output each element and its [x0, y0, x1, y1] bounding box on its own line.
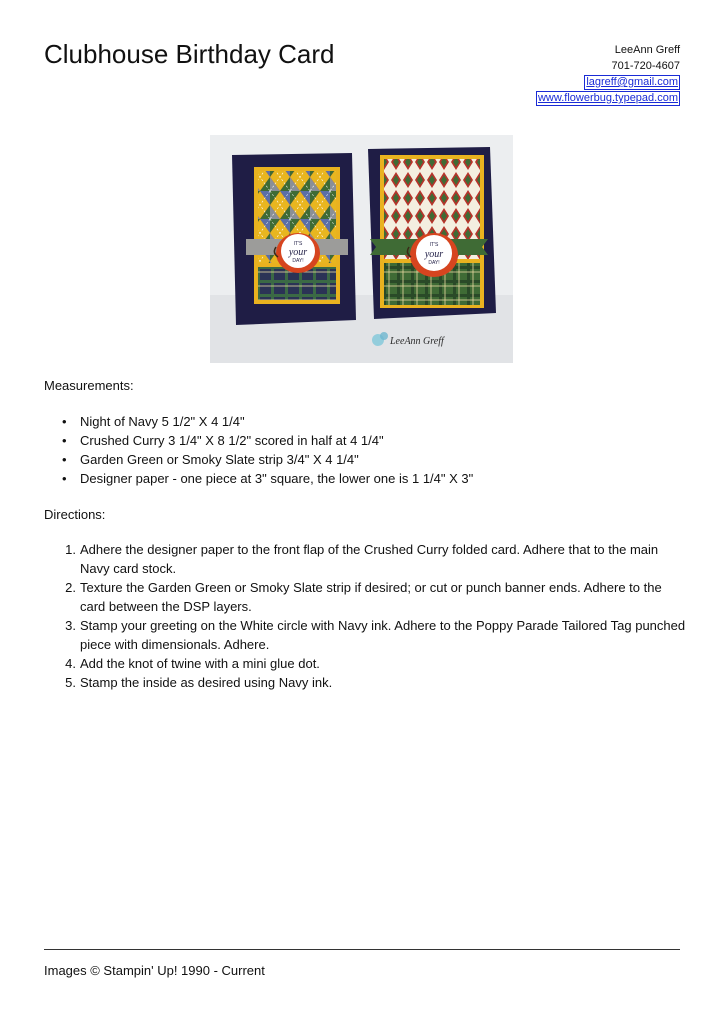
website-link[interactable]: www.flowerbug.typepad.com [537, 92, 678, 104]
card-photo [210, 135, 513, 363]
right-stamp-line2: your [424, 249, 444, 260]
list-item [44, 578, 689, 616]
list-item [44, 654, 689, 673]
footer-copyright: Images © Stampin' Up! 1990 - Current [44, 963, 265, 978]
list-item: • Garden Green or Smoky Slate strip 3/4" X 4 1/4" [44, 450, 473, 469]
directions-list [44, 540, 689, 692]
measurements-list [44, 412, 473, 488]
step-number: 3. [65, 618, 76, 633]
right-stamp-line1: IT'S [429, 242, 439, 248]
step-number: 4. [65, 656, 76, 671]
step-text: Add the knot of twine with a mini glue dot. [80, 656, 320, 671]
email-link[interactable]: lagreff@gmail.com [586, 76, 678, 88]
left-stamp-line2: your [288, 247, 308, 258]
measurements-heading: Measurements: [44, 378, 134, 393]
list-item [44, 616, 689, 654]
right-card [368, 147, 496, 319]
step-text: Stamp your greeting on the White circle with Navy ink. Adhere to the Poppy Parade Tailored Tag punched piece with dimensionals. Adhere. [80, 618, 686, 652]
watermark-text: LeeAnn Greff [390, 336, 444, 347]
step-text: Stamp the inside as desired using Navy ink. [80, 675, 333, 690]
contact-block [536, 42, 680, 106]
list-item: • Designer paper - one piece at 3" square, the lower one is 1 1/4" X 3" [44, 469, 473, 488]
right-stamp-line3: DAY! [428, 260, 440, 266]
page-title: Clubhouse Birthday Card [44, 39, 335, 69]
phone-number: 701-720-4607 [611, 60, 680, 72]
step-number: 5. [65, 675, 76, 690]
step-text: Texture the Garden Green or Smoky Slate strip if desired; or cut or punch banner ends. Adhere to the card between the DSP layers. [80, 580, 662, 614]
step-text: Adhere the designer paper to the front flap of the Crushed Curry folded card. Adhere that to the main Navy card stock. [80, 542, 659, 576]
list-item [44, 540, 689, 578]
directions-heading: Directions: [44, 507, 106, 522]
footer-divider [44, 949, 680, 950]
step-number: 1. [65, 542, 76, 557]
list-item: • Crushed Curry 3 1/4" X 8 1/2" scored in half at 4 1/4" [44, 431, 473, 450]
left-stamp-line1: IT'S [293, 241, 303, 247]
list-item: • Night of Navy 5 1/2" X 4 1/4" [44, 412, 473, 431]
step-number: 2. [65, 580, 76, 595]
left-stamp-line3: DAY! [292, 258, 304, 264]
list-item [44, 673, 689, 692]
author-name: LeeAnn Greff [614, 44, 680, 56]
left-card [232, 153, 356, 325]
